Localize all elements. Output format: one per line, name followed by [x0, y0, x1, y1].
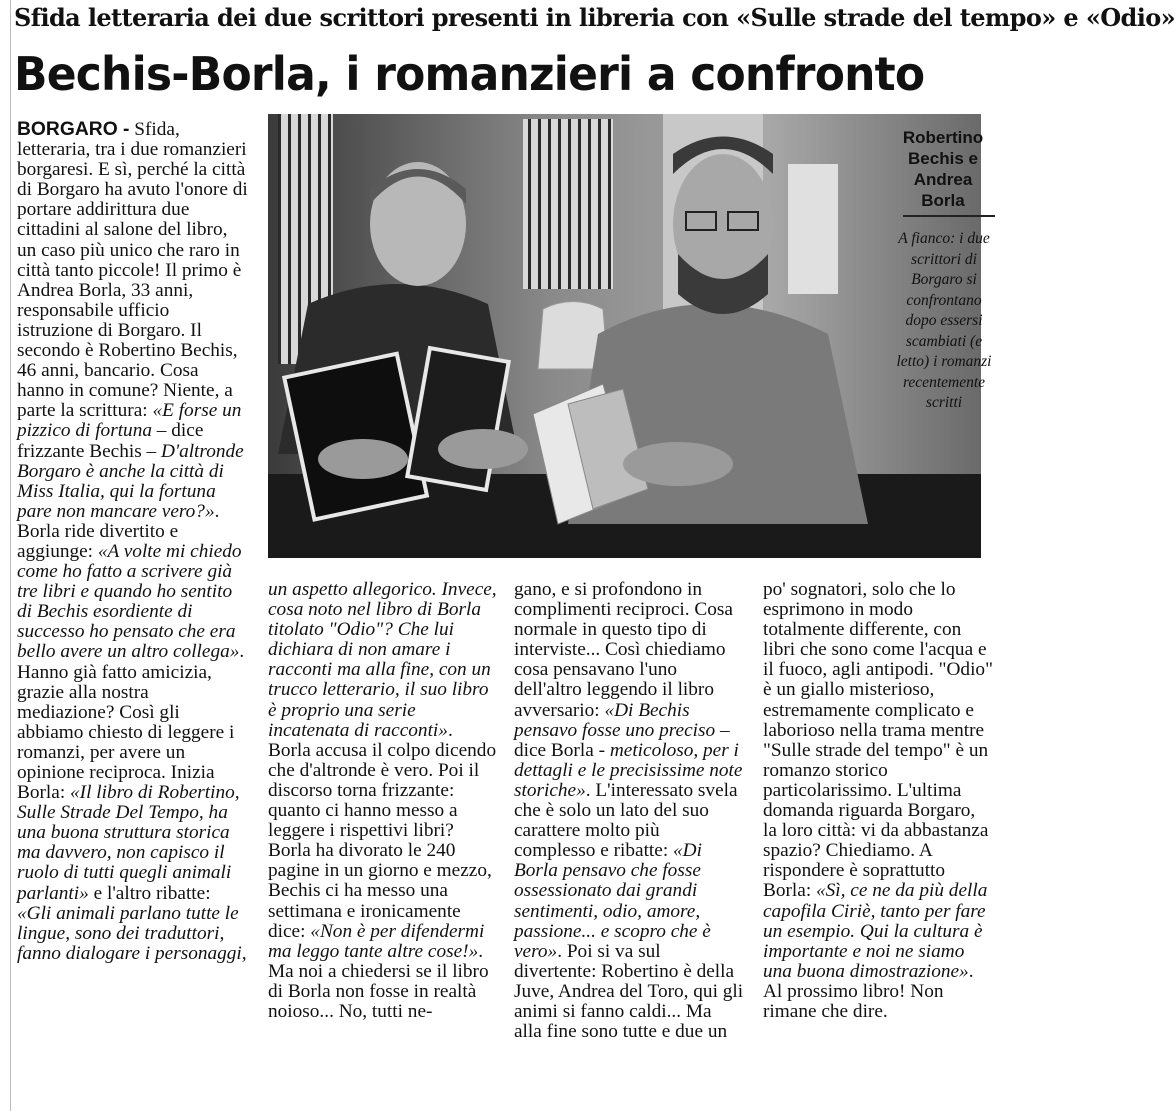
article-kicker: Sfida letteraria dei due scrittori presenti in libreria con «Sulle strade del tempo» e «Odio»: [14, 3, 1175, 32]
text-run: «Di Borla pensavo che fosse ossessionato dai grandi sentimenti, odio, amore, passione... e scopro che è vero»: [514, 840, 711, 962]
text-run: «A volte mi chiedo come ho fatto a scrivere già tre libri e quando ho sentito di Bechis esordiente di successo ho pensato che era bello avere un altro collega»: [17, 540, 242, 663]
text-run: Sfida, letteraria, tra i due romanzieri borgaresi. E sì, perché la città di Borgaro ha avuto l'onore di portare addirittura due cittadini al salone del libro, un caso più unico che raro in città tanto piccole! Il primo è Andrea Borla, 33 anni, responsabile ufficio istruzione di Borgaro. Il secondo è Robertino Bechis, 46 anni, bancario. Cosa hanno in comune? Niente, a parte la scrittura:: [17, 119, 248, 422]
article-column-3: [514, 580, 744, 1100]
article-headline: Bechis-Borla, i romanzieri a confronto: [14, 48, 925, 102]
text-run: . Hanno già fatto amicizia, grazie alla nostra mediazione? Così gli abbiamo chiesto di leggere i romanzi, per avere un opinione reciproca. Inizia Borla:: [17, 641, 245, 804]
article-column-4: [763, 580, 993, 1100]
text-run: . Ma noi a chiedersi se il libro di Borla non fosse in realtà noioso... No, tutti ne-: [268, 940, 489, 1022]
text-run: . Al prossimo libro! Non rimane che dire.: [763, 960, 974, 1022]
article-paragraph: [514, 580, 744, 1042]
article-paragraph: [268, 580, 498, 1022]
article-column-1: [17, 120, 249, 1100]
text-run: «Il libro di Robertino, Sulle Strade Del Tempo, ha una buona struttura storica ma davvero, non capisco il ruolo di tutti quegli animali parlanti»: [17, 782, 240, 904]
text-run: . Poi si va sul divertente: Robertino è della Juve, Andrea del Toro, qui gli animi si fanno caldi... Ma alla fine sono tutte e due un: [514, 940, 744, 1043]
photo-caption-title: Robertino Bechis e Andrea Borla: [902, 128, 984, 210]
text-run: «Gli animali parlano tutte le lingue, sono dei traduttori, fanno dialogare i personaggi,: [17, 902, 247, 964]
text-run: . L'interessato svela che è solo un lato del suo carattere molto più complesso e ribatte:: [514, 779, 738, 862]
text-run: un aspetto allegorico. Invece, cosa noto nel libro di Borla titolato "Odio"? Che lui dichiara di non amare i racconti ma alla fine, con un trucco letterario, il suo libro è proprio una serie incatenata di racconti»: [268, 579, 497, 741]
text-run: po' sognatori, solo che lo esprimono in modo totalmente differente, con libri che sono come l'acqua e il fuoco, agli antipodi. "Odio" è un giallo misterioso, estremamente complicato e laborioso nella trama mentre "Sulle strade del tempo" è un romanzo storico particolarissimo. L'ultima domanda riguarda Borgaro, la loro città: vi da abbastanza spazio? Chiediamo. A rispondere è soprattutto Borla:: [763, 579, 993, 902]
text-run: . Borla accusa il colpo dicendo che d'altronde è vero. Poi il discorso torna frizzante: quanto ci hanno messo a leggere i rispettivi libri? Borla ha divorato le 240 pagine in un giorno e mezzo, Bechis ci ha messo una settimana e ironicamente dice:: [268, 719, 497, 942]
text-run: «Non è per difendermi ma leggo tante altre cose!»: [268, 920, 485, 962]
text-run: «E forse un pizzico di fortuna: [17, 400, 242, 442]
caption-divider: [903, 215, 995, 217]
text-run: e l'altro ribatte:: [88, 882, 211, 904]
text-run: «Sì, ce ne da più della capofila Ciriè, tanto per fare un esempio. Qui la cultura è importante e noi ne siamo una buona dimostrazione»: [763, 880, 988, 982]
photo-caption-text: A fianco: i due scrittori di Borgaro si confrontano dopo essersi scambiati (e letto) i romanzi recentemente scritti: [896, 230, 992, 411]
column-rule: [10, 0, 11, 1111]
text-run: BORGARO -: [17, 119, 130, 140]
article-paragraph: [17, 120, 249, 964]
text-run: . Borla ride divertito e aggiunge:: [17, 500, 220, 562]
article-photo: [268, 114, 981, 558]
article-paragraph: [763, 580, 993, 1022]
text-run: D'altronde Borgaro è anche la città di Miss Italia, qui la fortuna pare non mancare vero?»: [17, 440, 244, 522]
text-run: «Di Bechis pensavo fosse uno preciso: [514, 699, 716, 741]
photo-two-writers-with-books: [268, 114, 981, 558]
text-run: meticoloso, per i dettagli e le precisissime note storiche»: [514, 739, 743, 801]
text-run: – dice Borla -: [514, 719, 730, 761]
text-run: – dice frizzante Bechis –: [17, 420, 204, 462]
text-run: gano, e si profondono in complimenti reciproci. Cosa normale in questo tipo di interviste... Così chiediamo cosa pensavano l'uno dell'altro leggendo il libro avversario:: [514, 579, 733, 721]
article-column-2: [268, 580, 498, 1100]
